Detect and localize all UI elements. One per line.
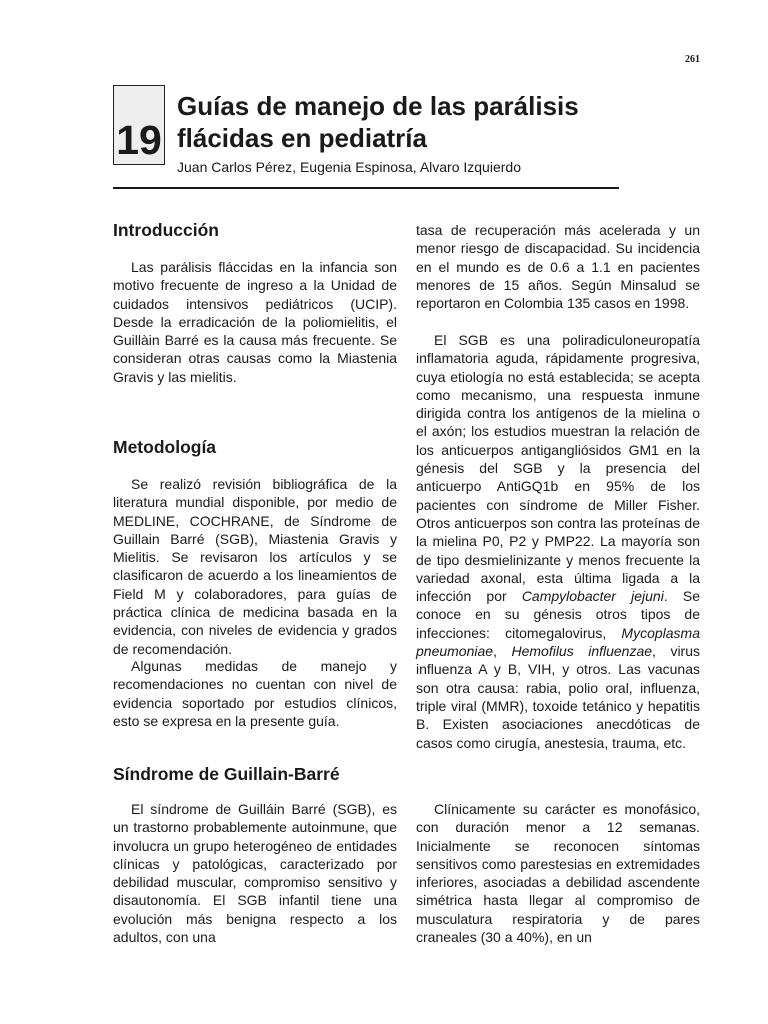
etiology-text-b: . Se conoce en su génesis otros tipos de infecciones: citomegalovirus, [416,588,700,641]
sgb-continued-paragraph: tasa de recuperación más acelerada y un menor riesgo de discapacidad. Su incidencia en el mundo es de 0.6 a 1.1 en pacientes menores de 15 años. Según Minsalud se reportaron en Colombia 135 casos en 1998. [416,222,700,312]
chapter-title: Guías de manejo de las parálisis flácidas en pediatría [177,91,579,153]
page-number: 261 [685,54,700,65]
metodologia-paragraph-2: Algunas medidas de manejo y recomendaciones no cuentan con nivel de evidencia soportado por estudios clínicos, esto se expresa en la presente guía. [113,658,397,729]
section-heading-metodologia: Metodología [113,437,217,457]
sgb-paragraph-1: El síndrome de Guilláin Barré (SGB), es un trastorno probablemente autoinmune, que involucra un grupo heterogéneo de entidades clínicas y patológicas, caracterizado por debilidad muscular, compromiso sensitivo y disautonomía. El SGB infantil tiene una evolución más benigna respecto a los adultos, con una [113,801,397,946]
etiology-italic-hemofilus: Hemofilus influenzae [511,643,653,660]
metodologia-paragraph-1: Se realizó revisión bibliográfica de la literatura mundial disponible, por medio de MEDLINE, COCHRANE, de Síndrome de Guillain Barré (SGB), Miastenia Gravis y Mielitis. Se revisaron los artículos y se clasificaron de acuerdo a los lineamientos de Field M y colaboradores, para guías de práctica clínica de medicina basada en la evidencia, con niveles de evidencia y grados de recomendación. [113,476,397,657]
etiology-text-d: , virus influenza A y B, VIH, y otros. Las vacunas son otra causa: rabia, polio oral, influenza, triple viral (MMR), toxoide tetánico y hepatitis B. Existen asociaciones anecdóticas de casos como cirugía, anestesia, trauma, etc. [416,643,700,751]
chapter-number-box [113,85,165,165]
etiology-text-c: , [493,643,512,660]
sgb-etiology-paragraph [416,331,700,752]
intro-paragraph: Las parálisis fláccidas en la infancia son motivo frecuente de ingreso a la Unidad de cuidados intensivos pediátricos (UCIP). Desde la erradicación de la poliomielitis, el Guillàin Barré es la causa más frecuente. Se consideran otras causas como la Miastenia Gravis y las mielitis. [113,259,397,385]
sgb-clinical-paragraph: Clínicamente su carácter es monofásico, con duración menor a 12 semanas. Inicialmente se reconocen síntomas sensitivos como parestesias en extremidades inferiores, asociadas a debilidad ascendente simétrica hasta llegar al compromiso de musculatura respiratoria y de pares craneales (30 a 40%), en un [416,801,700,946]
section-heading-introduccion: Introducción [113,220,219,240]
etiology-italic-campylobacter: Campylobacter jejuni [521,588,664,605]
chapter-number: 19 [116,117,162,163]
section-heading-sgb: Síndrome de Guillain-Barré [113,764,340,784]
etiology-italic-mycoplasma: Mycoplasma pneumoniae [416,624,700,660]
title-divider [113,187,619,189]
etiology-text-a: El SGB es una poliradiculoneuropatía inflamatoria aguda, rápidamente progresiva, cuya etiología no está establecida; se acepta como mecanismo, una respuesta inmune dirigida contra los antígenos de la mielina o el axón; los estudios muestran la relación de los anticuerpos antigangliósidos GM1 en la génesis del SGB y la presencia del anticuerpo AntiGQ1b en 95% de los pacientes con síndrome de Miller Fisher. Otros anticuerpos son contra las proteínas de la mielina P0, P2 y PMP22. La mayoría son de tipo desmielinizante y menos frecuente la variedad axonal, esta última ligada a la infección por [416,332,700,605]
chapter-authors: Juan Carlos Pérez, Eugenia Espinosa, Alvaro Izquierdo [177,159,521,175]
